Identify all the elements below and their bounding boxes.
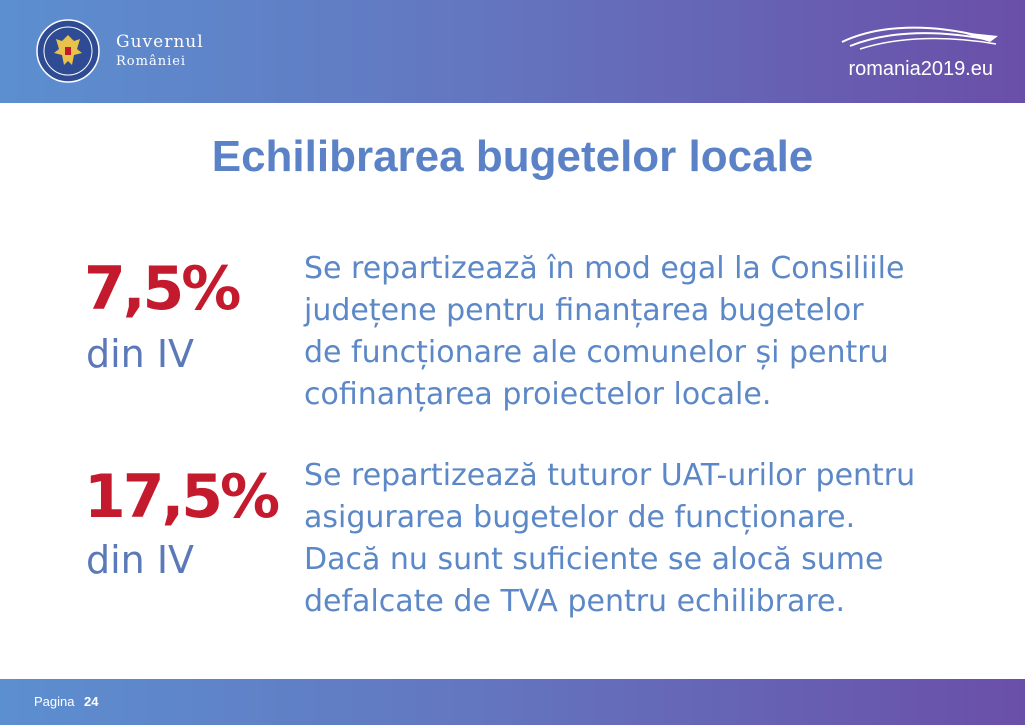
header-bar [0,0,1025,103]
description-1-line: de funcționare ale comunelor și pentru [304,335,889,370]
description-2-line: defalcate de TVA pentru echilibrare. [304,584,845,619]
government-crest-icon [36,19,100,83]
percent-base-2: din IV [86,538,195,582]
percent-value-2: 17,5% [84,462,278,532]
description-2-line: Se repartizează tuturor UAT-urilor pentru [304,458,916,493]
description-1-line: cofinanțarea proiectelor locale. [304,377,772,412]
org-name-line2: României [116,54,187,69]
page-number: 24 [84,694,99,709]
description-1-line: Se repartizează în mod egal la Consiliile [304,251,905,286]
description-2-line: asigurarea bugetelor de funcționare. [304,500,856,535]
description-1 [304,248,1004,416]
footer-bar [0,679,1025,725]
page-label: Pagina [34,694,75,709]
description-2-line: Dacă nu sunt suficiente se alocă sume [304,542,884,577]
site-url: romania2019.eu [848,58,993,80]
description-1-line: județene pentru finanțarea bugetelor [304,293,864,328]
description-2 [304,455,1004,623]
org-name-line1: Guvernul [116,32,204,52]
page-title: Echilibrarea bugetelor locale [211,132,814,181]
percent-value-1: 7,5% [84,254,239,324]
percent-base-1: din IV [86,332,195,376]
romania2019-swoosh-icon [840,22,1000,52]
